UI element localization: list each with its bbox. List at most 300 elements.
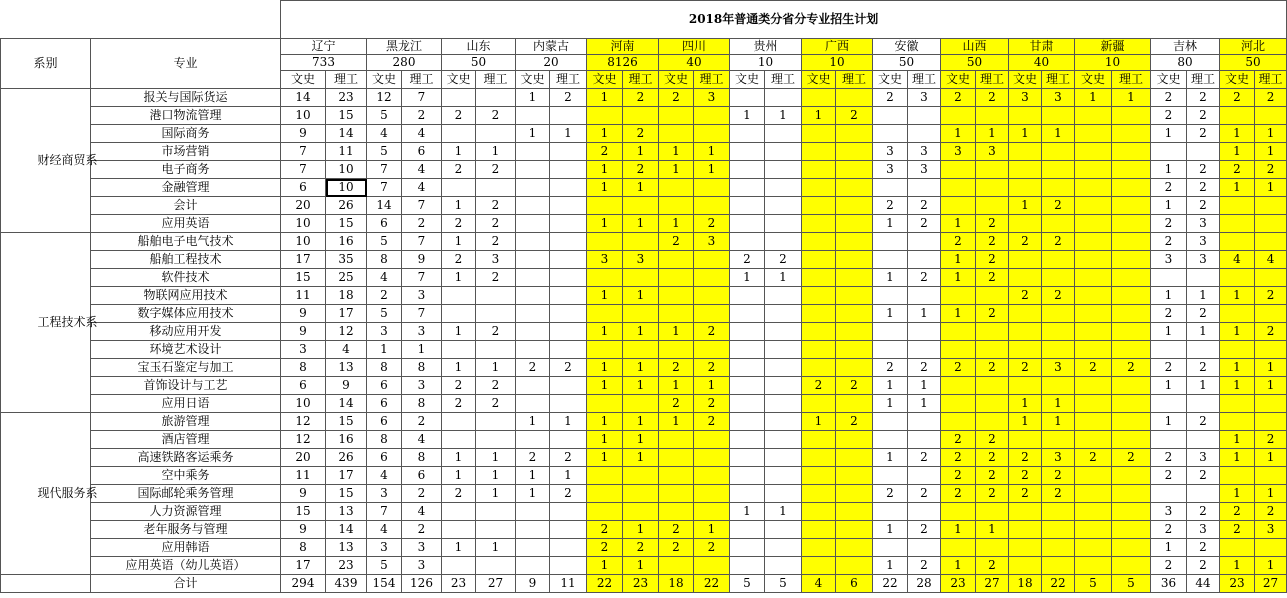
value-cell[interactable] <box>730 323 765 341</box>
value-cell[interactable]: 5 <box>367 107 402 125</box>
value-cell[interactable] <box>836 197 873 215</box>
value-cell[interactable]: 1 <box>476 449 516 467</box>
value-cell[interactable] <box>1220 467 1255 485</box>
value-cell[interactable]: 1 <box>442 323 476 341</box>
value-cell[interactable]: 3 <box>587 251 623 269</box>
value-cell[interactable]: 1 <box>908 377 941 395</box>
value-cell[interactable]: 2 <box>442 485 476 503</box>
value-cell[interactable] <box>659 179 694 197</box>
province-name[interactable]: 广西 <box>802 39 873 55</box>
value-cell[interactable]: 3 <box>402 287 442 305</box>
value-cell[interactable] <box>1112 485 1151 503</box>
value-cell[interactable] <box>1220 215 1255 233</box>
value-cell[interactable] <box>1075 305 1112 323</box>
value-cell[interactable] <box>550 233 587 251</box>
value-cell[interactable] <box>516 431 550 449</box>
province-total[interactable]: 50 <box>873 55 941 71</box>
province-total[interactable]: 40 <box>1009 55 1075 71</box>
value-cell[interactable]: 10 <box>281 215 326 233</box>
ligong-header[interactable]: 理工 <box>550 71 587 89</box>
value-cell[interactable] <box>659 467 694 485</box>
value-cell[interactable]: 1 <box>587 161 623 179</box>
value-cell[interactable]: 2 <box>1187 305 1220 323</box>
value-cell[interactable]: 3 <box>941 143 976 161</box>
value-cell[interactable]: 1 <box>1009 395 1042 413</box>
value-cell[interactable]: 1 <box>1220 377 1255 395</box>
value-cell[interactable]: 1 <box>587 125 623 143</box>
value-cell[interactable] <box>1220 341 1255 359</box>
value-cell[interactable] <box>694 197 730 215</box>
value-cell[interactable] <box>941 341 976 359</box>
value-cell[interactable] <box>765 467 802 485</box>
value-cell[interactable]: 9 <box>326 377 367 395</box>
value-cell[interactable] <box>1112 323 1151 341</box>
value-cell[interactable] <box>1042 377 1075 395</box>
value-cell[interactable] <box>1075 485 1112 503</box>
value-cell[interactable] <box>730 413 765 431</box>
value-cell[interactable] <box>1112 251 1151 269</box>
value-cell[interactable]: 2 <box>550 449 587 467</box>
value-cell[interactable]: 9 <box>281 323 326 341</box>
value-cell[interactable]: 1 <box>941 125 976 143</box>
value-cell[interactable] <box>1075 521 1112 539</box>
value-cell[interactable]: 14 <box>281 89 326 107</box>
value-cell[interactable]: 1 <box>1187 287 1220 305</box>
value-cell[interactable] <box>516 287 550 305</box>
value-cell[interactable]: 2 <box>694 359 730 377</box>
value-cell[interactable] <box>1255 269 1287 287</box>
value-cell[interactable] <box>730 431 765 449</box>
value-cell[interactable] <box>1009 305 1042 323</box>
value-cell[interactable]: 3 <box>402 323 442 341</box>
value-cell[interactable] <box>836 521 873 539</box>
value-cell[interactable] <box>802 215 836 233</box>
value-cell[interactable]: 3 <box>1187 251 1220 269</box>
value-cell[interactable]: 1 <box>442 197 476 215</box>
value-cell[interactable] <box>1042 341 1075 359</box>
value-cell[interactable] <box>802 395 836 413</box>
value-cell[interactable]: 2 <box>659 89 694 107</box>
value-cell[interactable] <box>694 341 730 359</box>
value-cell[interactable]: 1 <box>442 359 476 377</box>
value-cell[interactable]: 1 <box>694 377 730 395</box>
value-cell[interactable]: 2 <box>941 89 976 107</box>
value-cell[interactable] <box>1112 557 1151 575</box>
value-cell[interactable]: 1 <box>694 161 730 179</box>
value-cell[interactable] <box>836 395 873 413</box>
value-cell[interactable] <box>1112 179 1151 197</box>
value-cell[interactable]: 14 <box>367 197 402 215</box>
value-cell[interactable]: 2 <box>908 359 941 377</box>
value-cell[interactable] <box>476 431 516 449</box>
ligong-header[interactable]: 理工 <box>326 71 367 89</box>
value-cell[interactable]: 9 <box>281 485 326 503</box>
major-cell[interactable]: 老年服务与管理 <box>91 521 281 539</box>
value-cell[interactable] <box>550 395 587 413</box>
value-cell[interactable]: 1 <box>694 143 730 161</box>
value-cell[interactable]: 1 <box>516 485 550 503</box>
value-cell[interactable]: 1 <box>1075 89 1112 107</box>
value-cell[interactable] <box>1220 539 1255 557</box>
total-cell[interactable]: 18 <box>659 575 694 593</box>
value-cell[interactable]: 17 <box>326 467 367 485</box>
value-cell[interactable]: 2 <box>1112 449 1151 467</box>
value-cell[interactable] <box>516 179 550 197</box>
ligong-header[interactable]: 理工 <box>1042 71 1075 89</box>
value-cell[interactable] <box>1009 539 1042 557</box>
value-cell[interactable]: 8 <box>367 251 402 269</box>
value-cell[interactable]: 2 <box>1151 305 1187 323</box>
value-cell[interactable] <box>1009 161 1042 179</box>
value-cell[interactable]: 2 <box>976 485 1009 503</box>
value-cell[interactable]: 2 <box>659 233 694 251</box>
value-cell[interactable] <box>476 557 516 575</box>
value-cell[interactable]: 2 <box>476 269 516 287</box>
value-cell[interactable]: 1 <box>1151 413 1187 431</box>
value-cell[interactable] <box>623 395 659 413</box>
value-cell[interactable]: 2 <box>765 251 802 269</box>
value-cell[interactable] <box>836 359 873 377</box>
value-cell[interactable] <box>659 341 694 359</box>
value-cell[interactable] <box>550 179 587 197</box>
value-cell[interactable] <box>694 305 730 323</box>
major-cell[interactable]: 金融管理 <box>91 179 281 197</box>
value-cell[interactable]: 13 <box>326 503 367 521</box>
value-cell[interactable]: 3 <box>1187 449 1220 467</box>
value-cell[interactable] <box>908 287 941 305</box>
value-cell[interactable]: 2 <box>836 413 873 431</box>
total-cell[interactable]: 23 <box>623 575 659 593</box>
value-cell[interactable] <box>941 395 976 413</box>
value-cell[interactable]: 2 <box>908 557 941 575</box>
ligong-header[interactable]: 理工 <box>836 71 873 89</box>
value-cell[interactable]: 2 <box>908 269 941 287</box>
value-cell[interactable] <box>1187 485 1220 503</box>
value-cell[interactable] <box>1075 197 1112 215</box>
value-cell[interactable]: 15 <box>281 503 326 521</box>
value-cell[interactable] <box>802 323 836 341</box>
value-cell[interactable]: 18 <box>326 287 367 305</box>
total-cell[interactable]: 23 <box>442 575 476 593</box>
value-cell[interactable] <box>730 143 765 161</box>
value-cell[interactable]: 1 <box>694 521 730 539</box>
value-cell[interactable] <box>941 107 976 125</box>
value-cell[interactable]: 6 <box>281 179 326 197</box>
value-cell[interactable]: 3 <box>1151 503 1187 521</box>
value-cell[interactable]: 2 <box>1220 521 1255 539</box>
value-cell[interactable] <box>836 305 873 323</box>
value-cell[interactable] <box>730 197 765 215</box>
value-cell[interactable]: 2 <box>659 521 694 539</box>
value-cell[interactable] <box>587 107 623 125</box>
value-cell[interactable] <box>1075 215 1112 233</box>
value-cell[interactable]: 1 <box>802 413 836 431</box>
value-cell[interactable] <box>908 467 941 485</box>
value-cell[interactable]: 2 <box>1151 467 1187 485</box>
value-cell[interactable] <box>908 413 941 431</box>
value-cell[interactable]: 1 <box>730 107 765 125</box>
value-cell[interactable]: 2 <box>550 359 587 377</box>
value-cell[interactable] <box>623 269 659 287</box>
province-total[interactable]: 10 <box>802 55 873 71</box>
value-cell[interactable]: 2 <box>659 359 694 377</box>
value-cell[interactable]: 1 <box>873 305 908 323</box>
value-cell[interactable]: 1 <box>659 215 694 233</box>
value-cell[interactable]: 23 <box>326 557 367 575</box>
value-cell[interactable] <box>1255 395 1287 413</box>
value-cell[interactable]: 3 <box>1042 359 1075 377</box>
value-cell[interactable] <box>623 467 659 485</box>
major-cell[interactable]: 国际邮轮乘务管理 <box>91 485 281 503</box>
value-cell[interactable] <box>1075 323 1112 341</box>
value-cell[interactable]: 5 <box>367 305 402 323</box>
value-cell[interactable]: 10 <box>326 179 367 197</box>
value-cell[interactable] <box>659 557 694 575</box>
value-cell[interactable]: 2 <box>836 107 873 125</box>
value-cell[interactable] <box>730 89 765 107</box>
province-name[interactable]: 四川 <box>659 39 730 55</box>
value-cell[interactable]: 1 <box>587 179 623 197</box>
value-cell[interactable] <box>802 431 836 449</box>
province-total[interactable]: 733 <box>281 55 367 71</box>
total-cell[interactable]: 4 <box>802 575 836 593</box>
value-cell[interactable] <box>976 341 1009 359</box>
value-cell[interactable] <box>1042 557 1075 575</box>
total-cell[interactable]: 23 <box>1220 575 1255 593</box>
value-cell[interactable] <box>802 143 836 161</box>
value-cell[interactable]: 6 <box>367 377 402 395</box>
value-cell[interactable] <box>765 161 802 179</box>
value-cell[interactable] <box>550 503 587 521</box>
major-cell[interactable]: 应用日语 <box>91 395 281 413</box>
value-cell[interactable] <box>802 233 836 251</box>
value-cell[interactable] <box>976 395 1009 413</box>
major-cell[interactable]: 软件技术 <box>91 269 281 287</box>
province-total[interactable]: 280 <box>367 55 442 71</box>
value-cell[interactable]: 2 <box>873 197 908 215</box>
value-cell[interactable] <box>1112 161 1151 179</box>
value-cell[interactable] <box>1255 467 1287 485</box>
value-cell[interactable] <box>659 197 694 215</box>
value-cell[interactable]: 3 <box>873 143 908 161</box>
value-cell[interactable]: 3 <box>623 251 659 269</box>
value-cell[interactable]: 3 <box>1009 89 1042 107</box>
value-cell[interactable]: 1 <box>941 251 976 269</box>
value-cell[interactable] <box>476 341 516 359</box>
value-cell[interactable]: 3 <box>476 251 516 269</box>
value-cell[interactable]: 26 <box>326 449 367 467</box>
value-cell[interactable] <box>1009 377 1042 395</box>
value-cell[interactable]: 15 <box>326 215 367 233</box>
value-cell[interactable] <box>1255 341 1287 359</box>
value-cell[interactable]: 3 <box>367 485 402 503</box>
value-cell[interactable]: 6 <box>281 377 326 395</box>
value-cell[interactable]: 3 <box>908 143 941 161</box>
value-cell[interactable]: 8 <box>281 359 326 377</box>
department-cell[interactable] <box>1 233 98 413</box>
value-cell[interactable] <box>659 125 694 143</box>
value-cell[interactable] <box>1075 413 1112 431</box>
value-cell[interactable] <box>1042 251 1075 269</box>
value-cell[interactable]: 2 <box>1220 161 1255 179</box>
value-cell[interactable]: 2 <box>1151 521 1187 539</box>
value-cell[interactable]: 2 <box>1187 539 1220 557</box>
value-cell[interactable]: 12 <box>326 323 367 341</box>
value-cell[interactable] <box>1075 467 1112 485</box>
ligong-header[interactable]: 理工 <box>1255 71 1287 89</box>
value-cell[interactable] <box>836 215 873 233</box>
value-cell[interactable] <box>730 125 765 143</box>
value-cell[interactable]: 20 <box>281 449 326 467</box>
value-cell[interactable] <box>802 269 836 287</box>
value-cell[interactable]: 4 <box>367 467 402 485</box>
value-cell[interactable] <box>659 449 694 467</box>
ligong-header[interactable]: 理工 <box>476 71 516 89</box>
value-cell[interactable]: 14 <box>326 521 367 539</box>
value-cell[interactable] <box>1042 323 1075 341</box>
ligong-header[interactable]: 理工 <box>976 71 1009 89</box>
value-cell[interactable]: 2 <box>1255 323 1287 341</box>
value-cell[interactable]: 2 <box>873 359 908 377</box>
value-cell[interactable]: 2 <box>516 359 550 377</box>
value-cell[interactable]: 2 <box>1255 503 1287 521</box>
value-cell[interactable] <box>1042 305 1075 323</box>
major-cell[interactable]: 应用英语 <box>91 215 281 233</box>
value-cell[interactable] <box>1220 305 1255 323</box>
value-cell[interactable]: 1 <box>941 269 976 287</box>
value-cell[interactable]: 2 <box>1187 161 1220 179</box>
value-cell[interactable] <box>1112 143 1151 161</box>
value-cell[interactable] <box>1075 107 1112 125</box>
value-cell[interactable] <box>802 557 836 575</box>
value-cell[interactable] <box>1112 521 1151 539</box>
value-cell[interactable] <box>659 269 694 287</box>
value-cell[interactable]: 2 <box>476 161 516 179</box>
value-cell[interactable] <box>1009 341 1042 359</box>
value-cell[interactable] <box>550 521 587 539</box>
value-cell[interactable] <box>941 539 976 557</box>
value-cell[interactable] <box>765 431 802 449</box>
value-cell[interactable] <box>1220 197 1255 215</box>
value-cell[interactable]: 2 <box>442 395 476 413</box>
value-cell[interactable] <box>550 251 587 269</box>
value-cell[interactable]: 1 <box>516 467 550 485</box>
ligong-header[interactable]: 理工 <box>765 71 802 89</box>
value-cell[interactable] <box>550 323 587 341</box>
value-cell[interactable]: 1 <box>908 305 941 323</box>
province-name[interactable]: 甘肃 <box>1009 39 1075 55</box>
value-cell[interactable]: 2 <box>1255 161 1287 179</box>
value-cell[interactable] <box>1009 323 1042 341</box>
value-cell[interactable]: 1 <box>476 485 516 503</box>
ligong-header[interactable]: 理工 <box>908 71 941 89</box>
value-cell[interactable] <box>873 431 908 449</box>
value-cell[interactable] <box>873 233 908 251</box>
value-cell[interactable]: 4 <box>367 125 402 143</box>
major-cell[interactable]: 国际商务 <box>91 125 281 143</box>
value-cell[interactable]: 1 <box>1009 125 1042 143</box>
total-cell[interactable]: 27 <box>476 575 516 593</box>
value-cell[interactable]: 2 <box>1151 233 1187 251</box>
value-cell[interactable]: 2 <box>976 215 1009 233</box>
value-cell[interactable]: 1 <box>442 269 476 287</box>
value-cell[interactable]: 2 <box>1220 503 1255 521</box>
value-cell[interactable]: 2 <box>1220 89 1255 107</box>
value-cell[interactable] <box>765 359 802 377</box>
value-cell[interactable] <box>694 431 730 449</box>
value-cell[interactable]: 17 <box>326 305 367 323</box>
dept-header[interactable]: 系别 <box>1 39 91 89</box>
value-cell[interactable]: 2 <box>908 521 941 539</box>
value-cell[interactable] <box>908 341 941 359</box>
province-name[interactable]: 新疆 <box>1075 39 1151 55</box>
value-cell[interactable] <box>802 485 836 503</box>
value-cell[interactable]: 2 <box>623 539 659 557</box>
value-cell[interactable] <box>765 341 802 359</box>
province-total[interactable]: 80 <box>1151 55 1220 71</box>
value-cell[interactable] <box>1187 395 1220 413</box>
value-cell[interactable]: 7 <box>402 305 442 323</box>
value-cell[interactable]: 2 <box>873 89 908 107</box>
province-name[interactable]: 河南 <box>587 39 659 55</box>
department-cell[interactable] <box>1 413 98 575</box>
value-cell[interactable] <box>802 305 836 323</box>
value-cell[interactable] <box>1187 143 1220 161</box>
value-cell[interactable]: 2 <box>873 485 908 503</box>
value-cell[interactable] <box>516 107 550 125</box>
value-cell[interactable] <box>802 197 836 215</box>
value-cell[interactable] <box>516 215 550 233</box>
major-cell[interactable]: 应用韩语 <box>91 539 281 557</box>
value-cell[interactable]: 2 <box>476 197 516 215</box>
value-cell[interactable]: 2 <box>587 539 623 557</box>
value-cell[interactable]: 1 <box>587 431 623 449</box>
value-cell[interactable] <box>1151 341 1187 359</box>
value-cell[interactable]: 2 <box>1151 557 1187 575</box>
value-cell[interactable]: 1 <box>623 359 659 377</box>
value-cell[interactable]: 2 <box>1042 197 1075 215</box>
major-cell[interactable]: 物联网应用技术 <box>91 287 281 305</box>
value-cell[interactable]: 2 <box>1112 359 1151 377</box>
value-cell[interactable]: 4 <box>402 503 442 521</box>
value-cell[interactable]: 1 <box>1009 413 1042 431</box>
value-cell[interactable] <box>836 485 873 503</box>
value-cell[interactable] <box>1075 395 1112 413</box>
major-cell[interactable]: 酒店管理 <box>91 431 281 449</box>
value-cell[interactable]: 1 <box>623 143 659 161</box>
value-cell[interactable] <box>516 377 550 395</box>
value-cell[interactable] <box>442 413 476 431</box>
value-cell[interactable]: 12 <box>281 413 326 431</box>
value-cell[interactable] <box>1042 179 1075 197</box>
value-cell[interactable] <box>1112 233 1151 251</box>
value-cell[interactable]: 2 <box>623 161 659 179</box>
major-header[interactable]: 专业 <box>91 39 281 89</box>
value-cell[interactable]: 2 <box>476 377 516 395</box>
value-cell[interactable]: 1 <box>402 341 442 359</box>
value-cell[interactable]: 7 <box>367 179 402 197</box>
value-cell[interactable] <box>1042 107 1075 125</box>
value-cell[interactable] <box>836 431 873 449</box>
value-cell[interactable] <box>550 107 587 125</box>
value-cell[interactable] <box>1042 269 1075 287</box>
wenshi-header[interactable]: 文史 <box>730 71 765 89</box>
wenshi-header[interactable]: 文史 <box>442 71 476 89</box>
value-cell[interactable]: 2 <box>442 377 476 395</box>
value-cell[interactable]: 1 <box>442 143 476 161</box>
value-cell[interactable] <box>623 305 659 323</box>
value-cell[interactable]: 1 <box>1151 197 1187 215</box>
